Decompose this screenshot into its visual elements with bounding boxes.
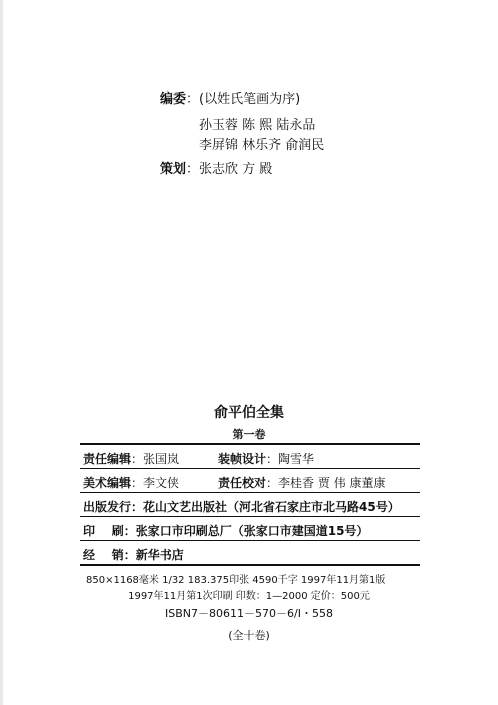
committee-note: ：(以姓氏笔画为序): [186, 92, 301, 107]
spec-line-1: 850×1168毫米 1/32 183.375印张 4590千字 1997年11月第1版: [86, 575, 386, 586]
spec-line-2: 1997年11月第1次印刷 印数：1—2000 定价：500元: [128, 591, 370, 602]
planning-line: [160, 158, 272, 177]
rule-top: [80, 443, 420, 445]
rule-3: [80, 516, 420, 517]
art-label: 美术编辑: [83, 476, 132, 490]
planning-label: 策划: [160, 162, 187, 177]
committee-heading: [160, 88, 300, 107]
committee-row-1: 孙玉蓉 陈 熙 陆永品: [199, 118, 316, 133]
credit-editor: [83, 450, 179, 467]
rule-2: [80, 492, 420, 493]
editor-label: 责任编辑: [83, 452, 132, 466]
art-value: ：李文侠: [131, 476, 180, 490]
proof-label: 责任校对: [218, 476, 267, 490]
design-label: 装帧设计: [218, 452, 267, 466]
publisher-value: ：花山文艺出版社（河北省石家庄市北马路45号）: [131, 500, 400, 514]
credit-design: [218, 450, 314, 467]
credit-distributor: [83, 546, 184, 563]
distributor-value: ：新华书店: [123, 548, 184, 562]
set-note: (全十卷): [228, 629, 270, 642]
isbn: ISBN7－80611－570－6/I・558: [165, 607, 333, 620]
rule-4: [80, 540, 420, 541]
credit-proof: [218, 474, 385, 491]
printer-label: 印 刷: [83, 524, 124, 538]
rule-bottom: [80, 564, 420, 566]
design-value: ：陶雪华: [266, 452, 315, 466]
book-volume: 第一卷: [232, 428, 266, 441]
book-title: 俞平伯全集: [214, 405, 284, 421]
credit-art: [83, 474, 179, 491]
editor-value: ：张国岚: [131, 452, 180, 466]
credit-publisher: [83, 498, 400, 515]
planning-value: ：张志欣 方 殿: [186, 162, 273, 177]
printer-value: ：张家口市印刷总厂（张家口市建国道15号）: [123, 524, 369, 538]
rule-1: [80, 468, 420, 469]
committee-title: 编委: [160, 92, 187, 107]
publisher-label: 出版发行: [83, 500, 132, 514]
committee-row-2: 李屏锦 林乐齐 俞润民: [199, 138, 325, 153]
proof-value: ：李桂香 贾 伟 康董康: [266, 476, 386, 490]
distributor-label: 经 销: [83, 548, 124, 562]
credit-printer: [83, 522, 368, 539]
